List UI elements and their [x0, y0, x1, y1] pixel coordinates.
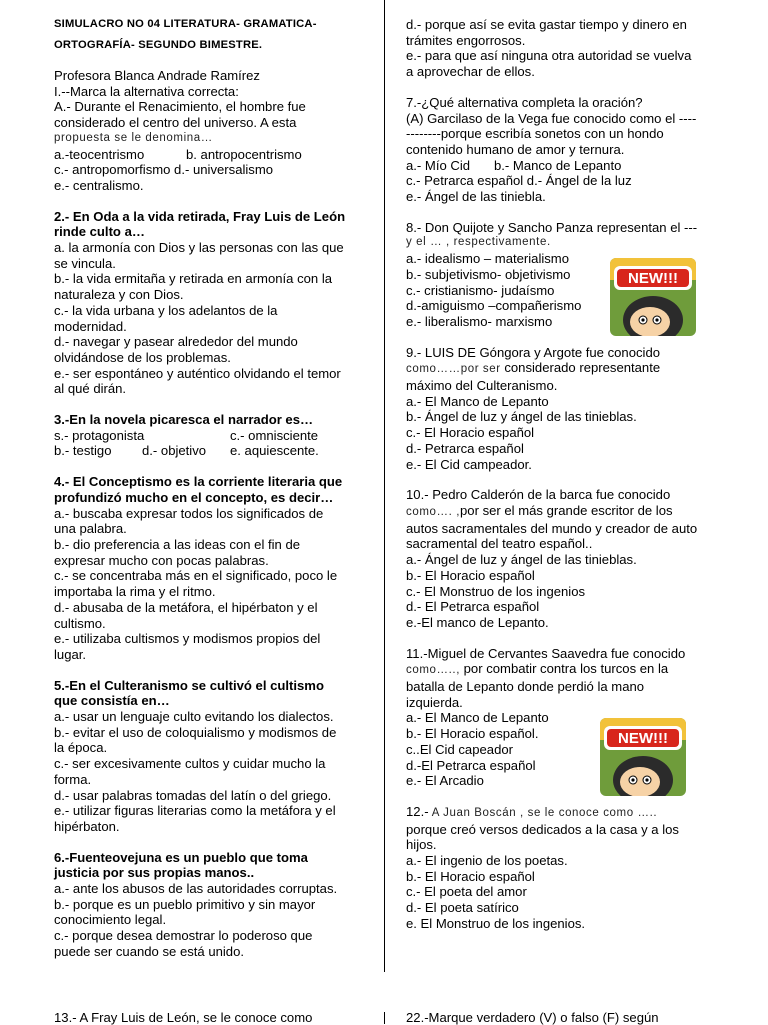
question-9	[406, 345, 724, 473]
q8-title-1: 8.- Don Quijote y Sancho Panza representan el ---	[406, 219, 698, 235]
q9-title-1: 9.- LUIS DE Góngora y Argote fue conocido	[406, 344, 661, 360]
q5-option-e[interactable]: e.- utilizar figuras literarias como la metáfora y el	[54, 803, 336, 819]
q4-option-e-cont: lugar.	[54, 646, 87, 662]
q5-option-e-cont: hipérbaton.	[54, 818, 120, 834]
q11-title-3: batalla de Lepanto donde perdió la mano	[406, 679, 645, 695]
q12-title-1b: A Juan Boscán , se le conoce como …..	[428, 806, 658, 819]
new-badge-text-1: NEW!!!	[628, 270, 678, 287]
q11-title-4: izquierda.	[406, 694, 463, 710]
question-7	[406, 95, 724, 205]
q12-title-3: hijos.	[406, 837, 437, 853]
question-1	[54, 99, 366, 193]
q11-option-a[interactable]: a.- El Manco de Lepanto	[406, 710, 549, 726]
q12-title-2: porque creó versos dedicados a la casa y a los	[406, 821, 679, 837]
q12-option-d[interactable]: d.- El poeta satírico	[406, 900, 519, 916]
question-3	[54, 412, 366, 459]
q4-option-e[interactable]: e.- utilizaba cultismos y modismos propios del	[54, 631, 321, 647]
q5-title-2: que consistía en…	[54, 693, 170, 709]
q5-option-c-cont: forma.	[54, 771, 92, 787]
q2-title-1: 2.- En Oda a la vida retirada, Fray Luis de León	[54, 208, 346, 224]
q4-option-b-cont: expresar mucho con pocas palabras.	[54, 552, 269, 568]
q12-title-1	[406, 804, 724, 822]
q9-title-3: máximo del Culteranismo.	[406, 378, 558, 394]
q12-title-1a: 12.-	[406, 803, 429, 819]
q10-option-b[interactable]: b.- El Horacio español	[406, 567, 535, 583]
q6-option-e[interactable]: e.- para que así ninguna otra autoridad se vuelva	[406, 48, 692, 64]
q11-option-e[interactable]: e.- El Arcadio	[406, 773, 484, 789]
q1-line-2: considerado el centro del universo. A esta	[54, 115, 297, 131]
header-line-1: SIMULACRO NO 04 LITERATURA- GRAMATICA-	[54, 18, 317, 30]
q2-title-2: rinde culto a…	[54, 224, 145, 240]
q9-option-a[interactable]: a.- El Manco de Lepanto	[406, 393, 549, 409]
q9-option-e[interactable]: e.- El Cid campeador.	[406, 456, 532, 472]
q2-option-d[interactable]: d.- navegar y pasear alrededor del mundo	[54, 334, 298, 350]
q6-title-1: 6.-Fuenteovejuna es un pueblo que toma	[54, 849, 308, 865]
question-10	[406, 487, 724, 630]
q3-options-row-1	[54, 428, 366, 444]
q1-line-3: propuesta se le denomina…	[54, 131, 213, 144]
q10-title-4: sacramental del teatro español..	[406, 536, 593, 552]
section-title: I.--Marca la alternativa correcta:	[54, 83, 239, 99]
question-12	[406, 804, 724, 932]
q10-option-e[interactable]: e.-El manco de Lepanto.	[406, 614, 549, 630]
q1-option-b[interactable]: b. antropocentrismo	[186, 146, 302, 162]
q6-option-c[interactable]: c.- porque desea demostrar lo poderoso que	[54, 928, 313, 944]
q3-option-e[interactable]: e. aquiescente.	[230, 443, 319, 459]
q3-option-d[interactable]: d.- objetivo	[142, 443, 207, 459]
q6-option-d-cont: trámites engorrosos.	[406, 32, 526, 48]
q9-title-2	[406, 360, 724, 378]
q7-option-a[interactable]: a.- Mío Cid	[406, 157, 471, 173]
column-divider	[384, 0, 385, 972]
q9-title-2a: como……por ser	[406, 363, 501, 376]
q4-option-c-cont: importaba la rima y el ritmo.	[54, 584, 216, 600]
q6-title-2: justicia por sus propias manos..	[54, 865, 255, 881]
footer-right-question: 22.-Marque verdadero (V) o falso (F) según	[406, 1010, 659, 1025]
q2-option-d-cont: olvidándose de los problemas.	[54, 349, 231, 365]
q12-option-e[interactable]: e. El Monstruo de los ingenios.	[406, 915, 586, 931]
q4-title-2: profundizó mucho en el concepto, es decir…	[54, 489, 334, 505]
q10-option-c[interactable]: c.- El Monstruo de los ingenios	[406, 583, 586, 599]
q2-option-c[interactable]: c.- la vida urbana y los adelantos de la	[54, 302, 278, 318]
cartoon-character-icon	[610, 258, 696, 336]
q7-title-1: 7.-¿Qué alternativa completa la oración?	[406, 94, 643, 110]
q11-option-b[interactable]: b.- El Horacio español.	[406, 726, 539, 742]
header-line-2: ORTOGRAFÍA- SEGUNDO BIMESTRE.	[54, 39, 263, 51]
q8-option-b[interactable]: b.- subjetivismo- objetivismo	[406, 266, 571, 282]
q6-option-c-cont: puede ser cuando se está unido.	[54, 943, 245, 959]
question-6	[54, 850, 366, 960]
q6-option-a[interactable]: a.- ante los abusos de las autoridades corruptas.	[54, 881, 338, 897]
q6-option-b-cont: conocimiento legal.	[54, 912, 167, 928]
q10-option-d[interactable]: d.- El Petrarca español	[406, 599, 540, 615]
left-column	[54, 68, 366, 960]
q10-title-1: 10.- Pedro Calderón de la barca fue conocido	[406, 487, 671, 503]
q11-option-c[interactable]: c..El Cid capeador	[406, 741, 513, 757]
teacher-name: Profesora Blanca Andrade Ramírez	[54, 68, 260, 83]
q7-title-2: (A) Garcilaso de la Vega fue conocido como el ----	[406, 110, 697, 126]
q1-line-1: A.- Durante el Renacimiento, el hombre fue	[54, 99, 306, 115]
q1-options-row-2[interactable]: c.- antropomorfismo d.- universalismo	[54, 162, 274, 178]
q2-option-b-cont: naturaleza y con Dios.	[54, 287, 184, 303]
q7-option-b[interactable]: b.- Manco de Lepanto	[494, 157, 622, 173]
q7-title-3: --------porque escribía sonetos con un hondo	[406, 126, 664, 142]
q5-option-d[interactable]: d.- usar palabras tomadas del latín o del griego.	[54, 787, 332, 803]
column-divider-bottom	[384, 1012, 385, 1024]
header	[54, 14, 366, 56]
new-badge-image-1	[610, 258, 696, 336]
q10-title-3: autos sacramentales del mundo y creador de auto	[406, 520, 698, 536]
q1-option-a[interactable]: a.-teocentrismo	[54, 146, 145, 162]
q4-option-b[interactable]: b.- dio preferencia a las ideas con el fin de	[54, 536, 301, 552]
q4-option-a-cont: una palabra.	[54, 521, 127, 537]
q10-option-a[interactable]: a.- Ángel de luz y ángel de las tinieblas.	[406, 552, 637, 568]
new-badge-text-2: NEW!!!	[618, 730, 668, 747]
q1-options-row-1	[54, 147, 366, 163]
q2-option-b[interactable]: b.- la vida ermitaña y retirada en armonía con la	[54, 271, 333, 287]
q12-option-b[interactable]: b.- El Horacio español	[406, 868, 535, 884]
q11-title-2b: por combatir contra los turcos en la	[460, 661, 669, 677]
q3-option-a[interactable]: s.- protagonista	[54, 427, 145, 443]
q6-option-b[interactable]: b.- porque es un pueblo primitivo y sin mayor	[54, 896, 316, 912]
q3-option-c[interactable]: c.- omnisciente	[230, 427, 319, 443]
q11-title-2a: como…..,	[406, 664, 461, 677]
q5-title-1: 5.-En el Culteranismo se cultivó el cultismo	[54, 677, 324, 693]
q8-option-e[interactable]: e.- liberalismo- marxismo	[406, 313, 553, 329]
q10-title-2b: por ser el más grande escritor de los	[460, 502, 673, 518]
q10-title-2	[406, 503, 724, 521]
q7-options-row-2[interactable]: c.- Petrarca español d.- Ángel de la luz	[406, 173, 632, 189]
footer-left-question: 13.- A Fray Luis de León, se le conoce como	[54, 1010, 313, 1025]
q2-option-e[interactable]: e.- ser espontáneo y auténtico olvidando el temor	[54, 365, 341, 381]
new-badge-image-2	[600, 718, 686, 796]
q6-option-d[interactable]: d.- porque así se evita gastar tiempo y dinero en	[406, 17, 687, 32]
q8-option-c[interactable]: c.- cristianismo- judaísmo	[406, 282, 555, 298]
q9-option-c[interactable]: c.- El Horacio español	[406, 425, 535, 441]
q6-option-e-cont: a aprovechar de ellos.	[406, 64, 535, 80]
q9-option-d[interactable]: d.- Petrarca español	[406, 440, 524, 456]
question-4	[54, 474, 366, 662]
q4-option-a[interactable]: a.- buscaba expresar todos los significados de	[54, 505, 324, 521]
cartoon-character-icon	[600, 718, 686, 796]
q4-option-c[interactable]: c.- se concentraba más en el significado, poco le	[54, 568, 338, 584]
q10-title-2a: como…. ,	[406, 505, 461, 518]
q12-option-c[interactable]: c.- El poeta del amor	[406, 884, 527, 900]
q12-option-a[interactable]: a.- El ingenio de los poetas.	[406, 853, 568, 869]
q11-title-1: 11.-Miguel de Cervantes Saavedra fue conocido	[406, 645, 686, 661]
question-5	[54, 678, 366, 835]
q3-title: 3.-En la novela picaresca el narrador es…	[54, 412, 314, 428]
question-6-continued	[406, 17, 724, 80]
q3-options-row-2	[54, 443, 366, 459]
q2-option-a-cont: se vincula.	[54, 255, 116, 271]
q7-options-row-1	[406, 158, 724, 174]
q9-option-b[interactable]: b.- Ángel de luz y ángel de las tinieblas.	[406, 409, 637, 425]
q2-option-e-cont: al qué dirán.	[54, 381, 127, 397]
q7-title-4: contenido humano de amor y ternura.	[406, 141, 625, 157]
q4-option-d-cont: cultismo.	[54, 615, 106, 631]
q4-option-d[interactable]: d.- abusaba de la metáfora, el hipérbaton y el	[54, 599, 318, 615]
q2-option-c-cont: modernidad.	[54, 318, 127, 334]
q11-title-2	[406, 661, 724, 679]
q8-option-a[interactable]: a.- idealismo – materialismo	[406, 251, 570, 267]
q2-option-a[interactable]: a. la armonía con Dios y las personas con las que	[54, 240, 344, 256]
q1-option-e[interactable]: e.- centralismo.	[54, 177, 144, 193]
q5-option-c[interactable]: c.- ser excesivamente cultos y cuidar mucho la	[54, 756, 326, 772]
q5-option-b-cont: la época.	[54, 740, 108, 756]
q8-title-2: y el … , respectivamente.	[406, 236, 551, 249]
q7-option-e[interactable]: e.- Ángel de las tiniebla.	[406, 189, 546, 205]
q3-option-b[interactable]: b.- testigo	[54, 443, 112, 459]
question-2	[54, 209, 366, 397]
q4-title-1: 4.- El Conceptismo es la corriente literaria que	[54, 474, 343, 490]
q9-title-2b: considerado representante	[500, 360, 661, 376]
q5-option-b[interactable]: b.- evitar el uso de coloquialismo y modismos de	[54, 724, 337, 740]
q8-option-d[interactable]: d.-amiguismo –compañerismo	[406, 298, 582, 314]
q11-option-d[interactable]: d.-El Petrarca español	[406, 757, 536, 773]
q5-option-a[interactable]: a.- usar un lenguaje culto evitando los dialectos.	[54, 709, 334, 725]
